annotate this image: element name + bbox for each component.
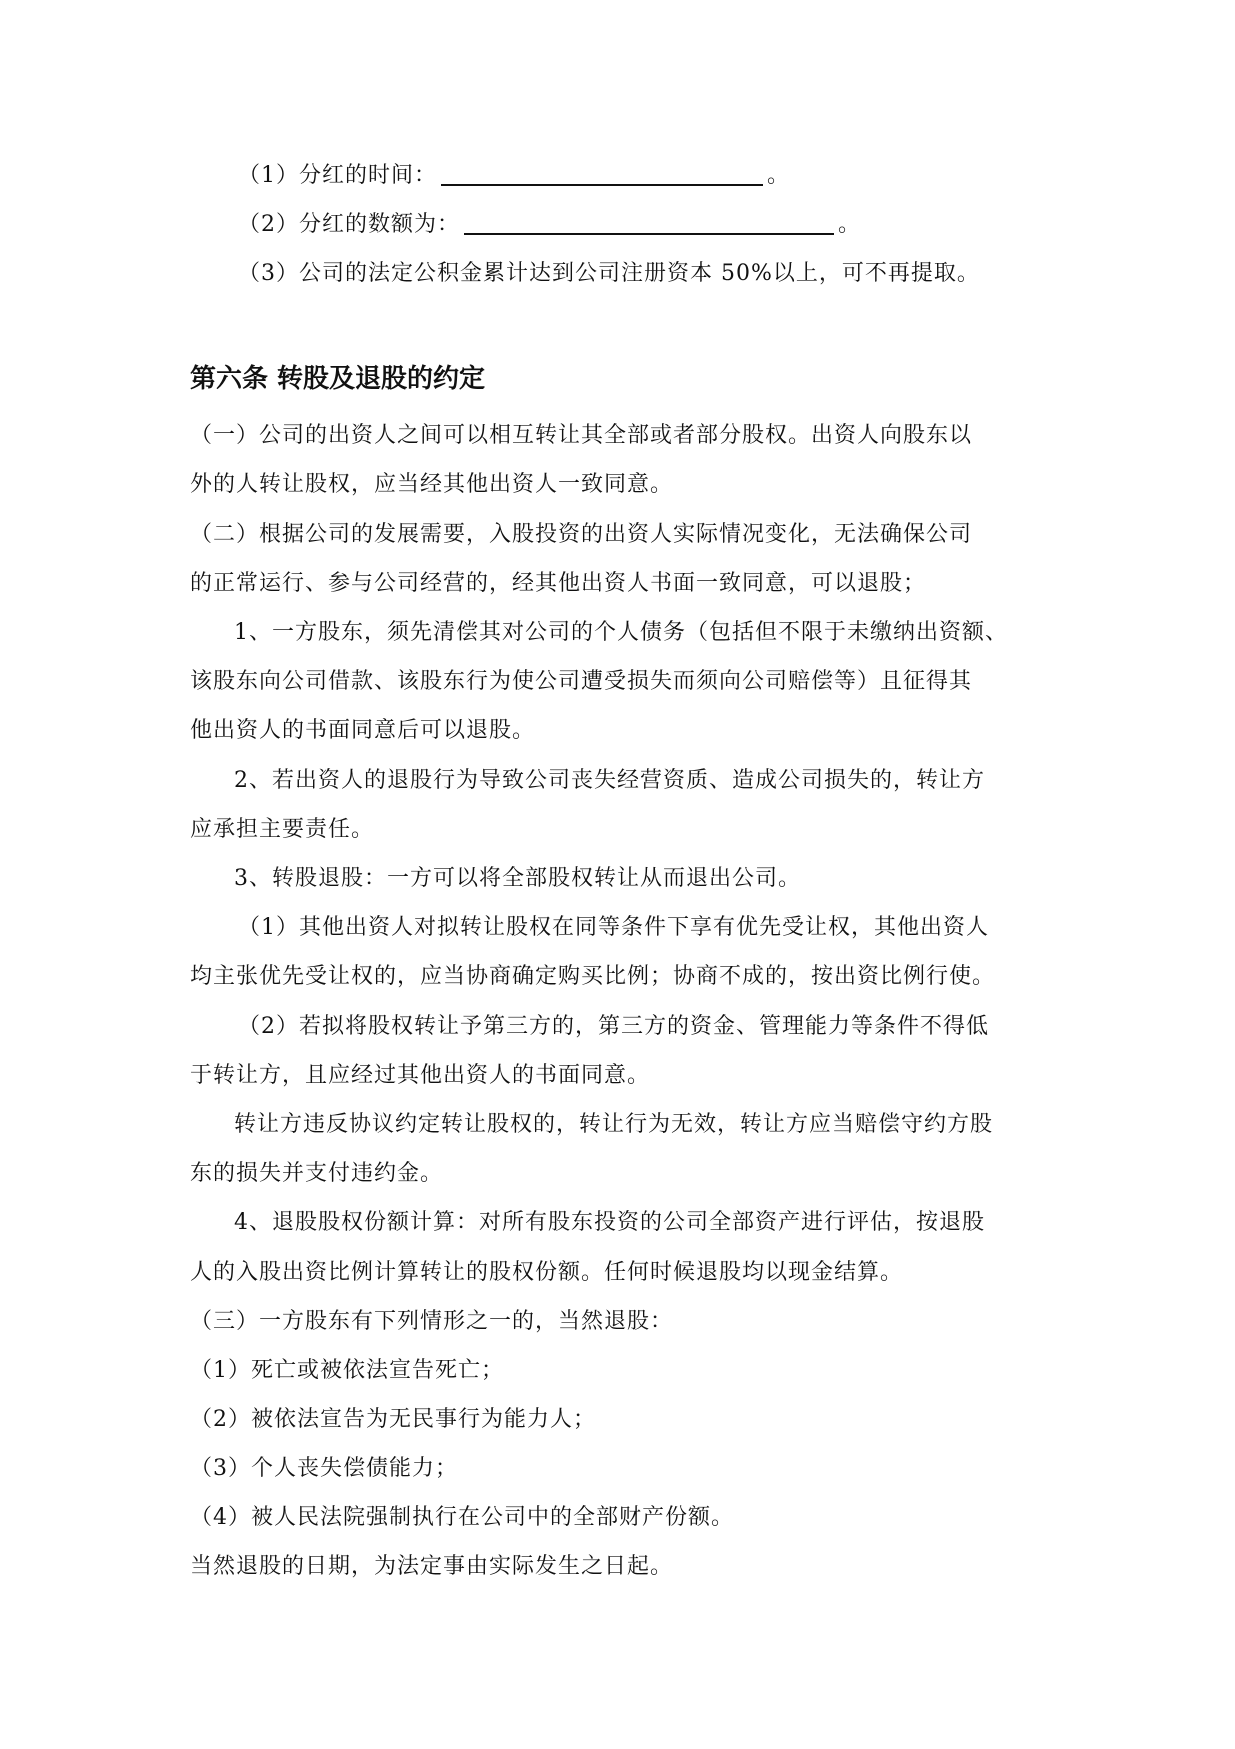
dividend-amount-end: 。 bbox=[838, 212, 862, 237]
article-six-title: 第六条 转股及退股的约定 bbox=[190, 364, 486, 394]
paragraph-line: 外的人转让股权，应当经其他出资人一致同意。 bbox=[190, 472, 674, 497]
paragraph-line: 东的损失并支付违约金。 bbox=[190, 1161, 444, 1186]
paragraph-line: 当然退股的日期，为法定事由实际发生之日起。 bbox=[190, 1554, 674, 1579]
paragraph-line: （1）其他出资人对拟转让股权在同等条件下享有优先受让权，其他出资人 bbox=[238, 915, 989, 940]
paragraph-line: （二）根据公司的发展需要，入股投资的出资人实际情况变化，无法确保公司 bbox=[190, 522, 973, 547]
dividend-amount-line bbox=[238, 210, 861, 240]
paragraph-line: （2）若拟将股权转让予第三方的，第三方的资金、管理能力等条件不得低 bbox=[238, 1014, 989, 1039]
paragraph-line: 3、转股退股：一方可以将全部股权转让从而退出公司。 bbox=[234, 866, 801, 891]
dividend-time-line bbox=[238, 161, 790, 191]
paragraph-line: （一）公司的出资人之间可以相互转让其全部或者部分股权。出资人向股东以 bbox=[190, 423, 973, 448]
paragraph-line: （1）死亡或被依法宣告死亡； bbox=[190, 1358, 504, 1383]
paragraph-line: 他出资人的书面同意后可以退股。 bbox=[190, 718, 536, 743]
paragraph-line: 于转让方，且应经过其他出资人的书面同意。 bbox=[190, 1063, 651, 1088]
paragraph-line: 人的入股出资比例计算转让的股权份额。任何时候退股均以现金结算。 bbox=[190, 1260, 904, 1285]
paragraph-line: 该股东向公司借款、该股东行为使公司遭受损失而须向公司赔偿等）且征得其 bbox=[190, 669, 973, 694]
paragraph-line: 2、若出资人的退股行为导致公司丧失经营资质、造成公司损失的，转让方 bbox=[234, 768, 985, 793]
dividend-amount-blank bbox=[464, 211, 834, 235]
dividend-time-end: 。 bbox=[767, 163, 791, 188]
paragraph-line: 应承担主要责任。 bbox=[190, 817, 375, 842]
paragraph-line: （三）一方股东有下列情形之一的，当然退股： bbox=[190, 1309, 674, 1334]
dividend-reserve-line: （3）公司的法定公积金累计达到公司注册资本 50%以上，可不再提取。 bbox=[238, 261, 980, 286]
dividend-time-blank bbox=[441, 162, 763, 186]
paragraph-line: （4）被人民法院强制执行在公司中的全部财产份额。 bbox=[190, 1505, 734, 1530]
paragraph-line: 4、退股股权份额计算：对所有股东投资的公司全部资产进行评估，按退股 bbox=[234, 1210, 985, 1235]
paragraph-line: 均主张优先受让权的，应当协商确定购买比例；协商不成的，按出资比例行使。 bbox=[190, 964, 996, 989]
paragraph-line: （2）被依法宣告为无民事行为能力人； bbox=[190, 1407, 596, 1432]
dividend-amount-label: （2）分红的数额为： bbox=[238, 212, 460, 237]
dividend-time-label: （1）分红的时间： bbox=[238, 163, 437, 188]
paragraph-line: （3）个人丧失偿债能力； bbox=[190, 1456, 458, 1481]
paragraph-line: 1、一方股东，须先清偿其对公司的个人债务（包括但不限于未缴纳出资额、 bbox=[234, 620, 1008, 645]
paragraph-line: 转让方违反协议约定转让股权的，转让行为无效，转让方应当赔偿守约方股 bbox=[234, 1112, 994, 1137]
paragraph-line: 的正常运行、参与公司经营的，经其他出资人书面一致同意，可以退股； bbox=[190, 571, 927, 596]
